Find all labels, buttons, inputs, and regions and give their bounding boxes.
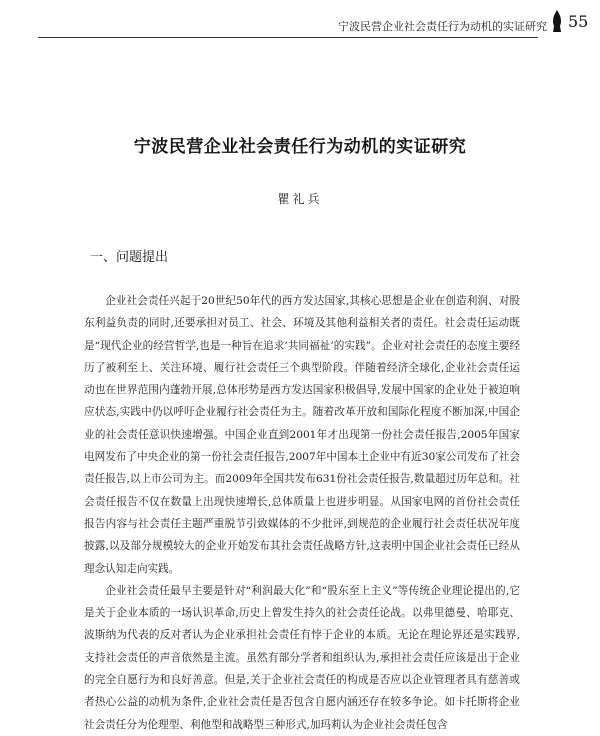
article-title: 宁波民营企业社会责任行为动机的实证研究: [133, 137, 467, 157]
author-name: 瞿礼兵: [277, 192, 323, 206]
running-head: 宁波民营企业社会责任行为动机的实证研究: [338, 20, 547, 33]
paragraph: 企业社会责任兴起于20世纪50年代的西方发达国家,其核心思想是企业在创造利润、对股东利益负责的同时,还要承担对员工、社会、环境及其他利益相关者的责任。社会责任运动既是“现代企业的经营哲学,也是一种旨在追求‘共同福祉’的实践”。企业对社会责任的态度主要经历了被利至上、关注环境、履行社会责任三个典型阶段。伴随着经济全球化,企业社会责任运动也在世界范围内蓬勃开展,总体形势是西方发达国家积极倡导,发展中国家的企业处于被迫响应状态,实践中仍以呼吁企业履行社会责任为主。随着改革开放和国际化程度不断加深,中国企业的社会责任意识快速增强。中国企业直到2001年才出现第一份社会责任报告,2005年国家电网发布了中央企业的第一份社会责任报告,2007年中国本土企业中有近30家公司发布了社会责任报告,以上市公司为主。而2009年全国共发布631份社会责任报告,数量超过历年总和。社会责任报告不仅在数量上出现快速增长,总体质量上也进步明显。从国家电网的首份社会责任报告内容与社会责任主题严重脱节引致媒体的不少批评,到规范的企业履行社会责任状况年度披露,以及部分规模较大的企业开始发布其社会责任战略方针,这表明中国企业社会责任已经从理念认知走向实践。: [84, 295, 520, 575]
header-ornament-icon: [552, 10, 562, 32]
header-rule: [38, 37, 538, 38]
page-header: [38, 8, 589, 42]
section-heading: 一、问题提出: [90, 250, 169, 265]
page-number: 55: [568, 12, 589, 31]
body-text: [84, 290, 520, 736]
paragraph: 企业社会责任最早主要是针对“利润最大化”和“股东至上主义”等传统企业理论提出的,它是关于企业本质的一场认识革命,历史上曾发生持久的社会责任论战。以弗里德曼、哈耶克、波斯纳为代表的反对者认为企业承担社会责任有悖于企业的本质。无论在理论界还是实践界,支持社会责任的声音依然是主流。虽然有部分学者和组织认为,承担社会责任应该是出于企业的完全自愿行为和良好善意。但是,关于企业社会责任的构成是否应以企业管理者具有慈善或者热心公益的动机为条件,企业社会责任是否包含自愿内涵还存在较多争论。如卡托斯将企业社会责任分为伦理型、利他型和战略型三种形式,加玛莉认为企业社会责任包含: [84, 584, 520, 731]
